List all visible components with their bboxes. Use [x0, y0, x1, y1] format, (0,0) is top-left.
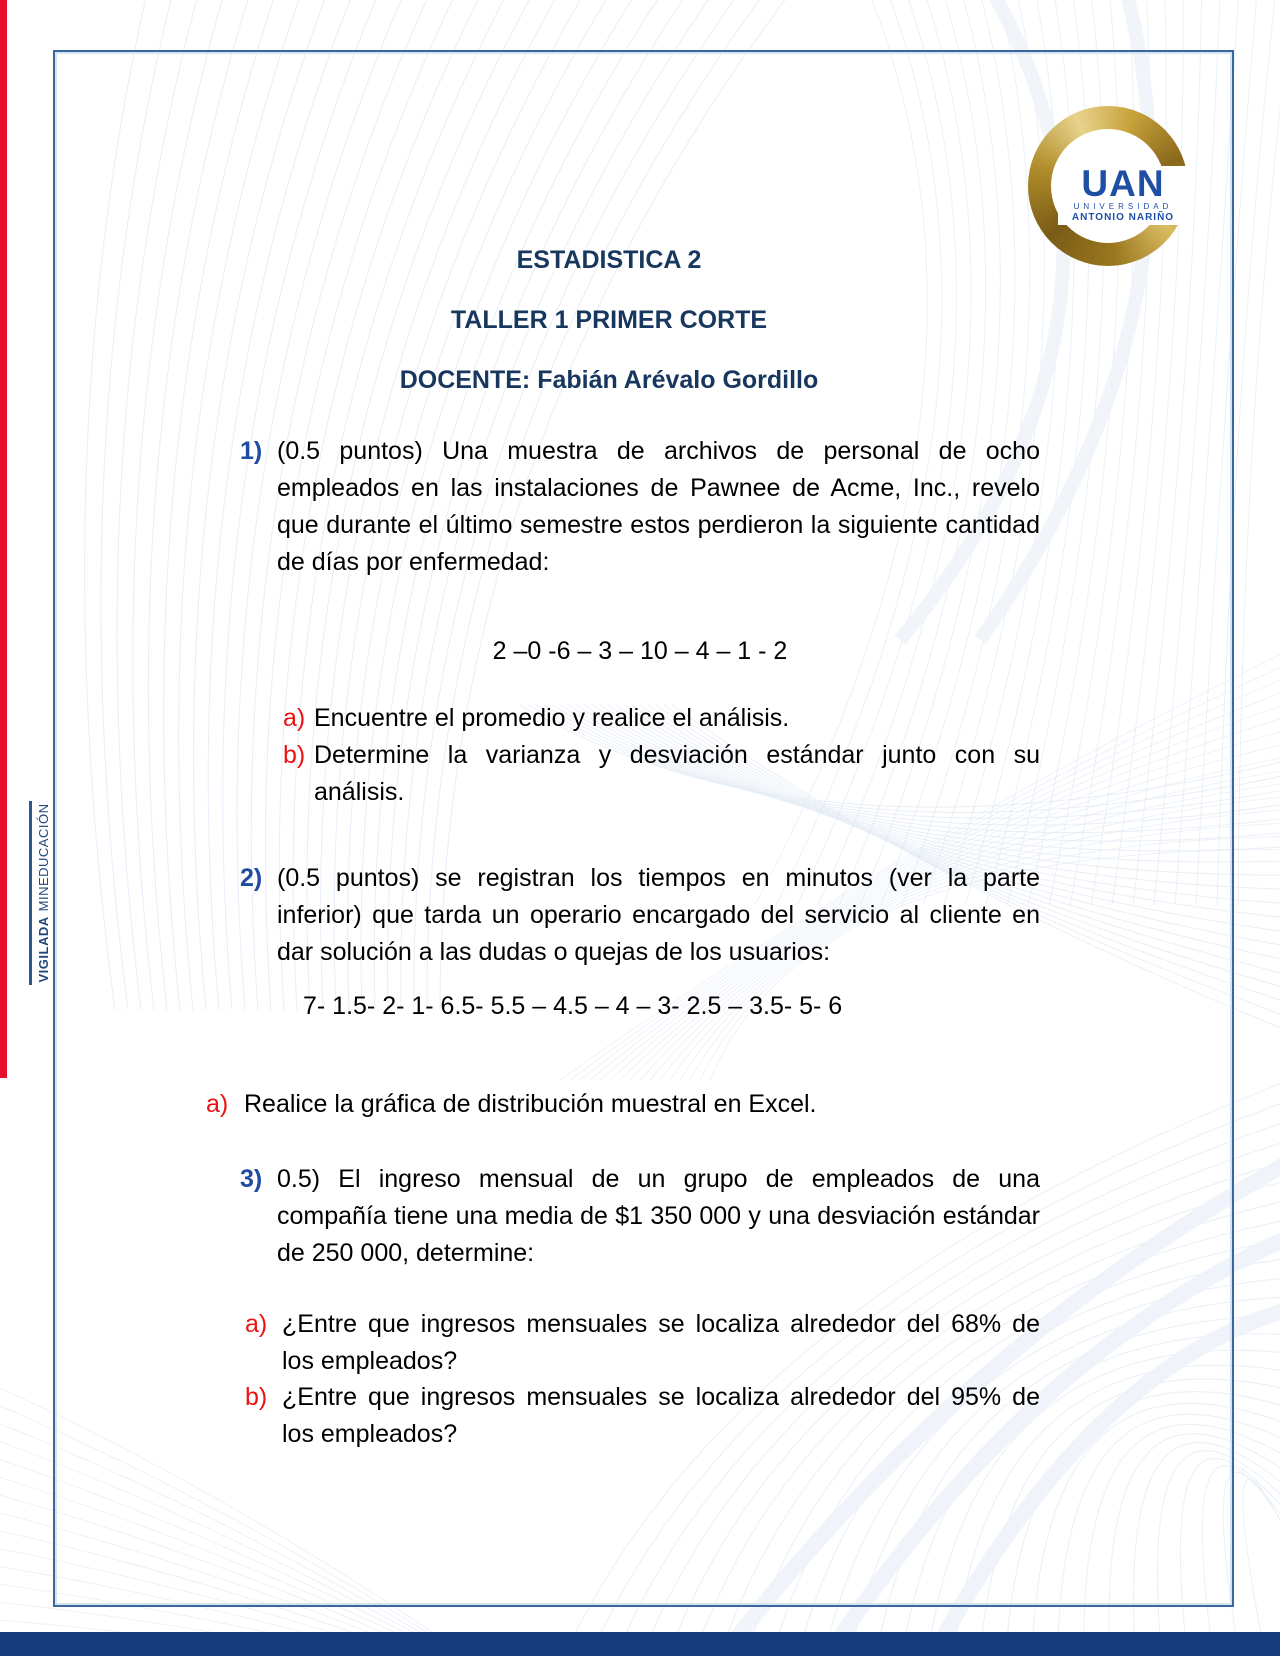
- item-b-marker: b): [245, 1383, 268, 1411]
- left-red-bar: [0, 0, 7, 1078]
- question-1-number: 1): [240, 437, 263, 465]
- teacher-line: DOCENTE: Fabián Arévalo Gordillo: [399, 366, 819, 394]
- question-2: [240, 860, 1040, 971]
- question-3-item-b: [245, 1379, 1040, 1453]
- uan-universidad-text: UNIVERSIDAD: [1073, 202, 1173, 212]
- item-a-text: Encuentre el promedio y realice el análisis.: [314, 704, 790, 732]
- question-3-text: 0.5) El ingreso mensual de un grupo de empleados de una compañía tiene una media de $1 350 000 y una desviación estándar de 250 000, determine:: [277, 1165, 1040, 1267]
- item-a-text: Realice la gráfica de distribución muestral en Excel.: [244, 1090, 817, 1118]
- question-2-text: (0.5 puntos) se registran los tiempos en minutos (ver la parte inferior) que tarda un operario encargado del servicio al cliente en dar solución a las dudas o quejas de los usuarios:: [277, 864, 1040, 966]
- question-2-data-line: 7- 1.5- 2- 1- 6.5- 5.5 – 4.5 – 4 – 3- 2.5 – 3.5- 5- 6: [303, 992, 843, 1020]
- workshop-title: TALLER 1 PRIMER CORTE: [450, 306, 768, 334]
- question-1-data-line: 2 –0 -6 – 3 – 10 – 4 – 1 - 2: [492, 637, 788, 665]
- vigilada-text: VIGILADA: [35, 916, 51, 983]
- question-1-text: (0.5 puntos) Una muestra de archivos de personal de ocho empleados en las instalaciones de Pawnee de Acme, Inc., revelo que durante el último semestre estos perdieron la siguiente cantidad de días por enfermedad:: [277, 437, 1040, 576]
- uan-antonio-narino-text: ANTONIO NARIÑO: [1071, 212, 1175, 224]
- vigilada-mineducacion-label: [31, 801, 55, 985]
- item-a-text: ¿Entre que ingresos mensuales se localiza alrededor del 68% de los empleados?: [282, 1310, 1040, 1375]
- question-1: [240, 433, 1040, 581]
- mineducacion-text: MINEDUCACIÓN: [35, 803, 51, 912]
- uan-acronym: UAN: [1081, 163, 1165, 204]
- question-1-item-b: [283, 737, 1040, 811]
- question-1-item-a: [283, 700, 1040, 737]
- item-a-marker: a): [206, 1090, 229, 1118]
- question-2-item-a: [206, 1086, 1040, 1123]
- uan-logo-text: [1058, 163, 1188, 225]
- question-3: [240, 1161, 1040, 1272]
- footer-navy-bar: [0, 1632, 1280, 1656]
- item-a-marker: a): [245, 1310, 268, 1338]
- uan-logo: [1028, 106, 1188, 266]
- item-a-marker: a): [283, 704, 306, 732]
- question-3-item-a: [245, 1306, 1040, 1380]
- question-3-number: 3): [240, 1165, 263, 1193]
- course-title: ESTADISTICA 2: [516, 246, 702, 274]
- item-b-text: ¿Entre que ingresos mensuales se localiza alrededor del 95% de los empleados?: [282, 1383, 1040, 1448]
- question-2-number: 2): [240, 864, 263, 892]
- item-b-text: Determine la varianza y desviación estándar junto con su análisis.: [314, 741, 1040, 806]
- item-b-marker: b): [283, 741, 306, 769]
